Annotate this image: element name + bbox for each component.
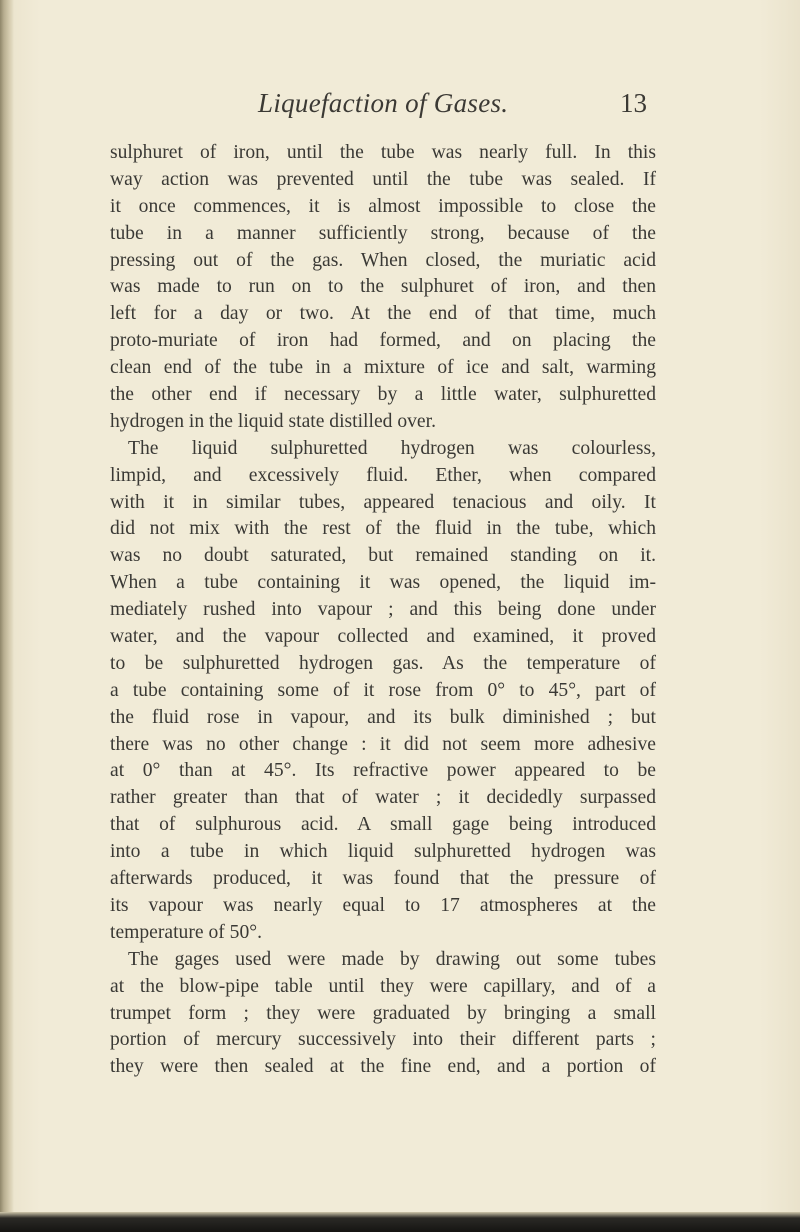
- text-line: its vapour was nearly equal to 17 atmospheres at the: [110, 894, 656, 916]
- paragraph-start-line: The liquid sulphuretted hydrogen was colourless,: [128, 437, 656, 459]
- text-line: hydrogen in the liquid state distilled over.: [110, 410, 436, 432]
- text-line: portion of mercury successively into their different parts ;: [110, 1029, 656, 1051]
- text-line: was no doubt saturated, but remained standing on it.: [110, 545, 656, 567]
- text-line: trumpet form ; they were graduated by bringing a small: [110, 1002, 656, 1024]
- text-line: there was no other change : it did not seem more adhesive: [110, 733, 656, 755]
- text-line: mediately rushed into vapour ; and this being done under: [110, 599, 656, 621]
- text-line: was made to run on to the sulphuret of iron, and then: [110, 276, 656, 298]
- text-line: tube in a manner sufficiently strong, because of the: [110, 222, 656, 244]
- text-line: did not mix with the rest of the fluid in the tube, which: [110, 518, 656, 540]
- text-line: with it in similar tubes, appeared tenacious and oily. It: [110, 491, 656, 513]
- text-line: pressing out of the gas. When closed, the muriatic acid: [110, 249, 656, 271]
- text-line: water, and the vapour collected and examined, it proved: [110, 626, 656, 648]
- text-line: a tube containing some of it rose from 0° to 45°, part of: [110, 679, 656, 701]
- page-binding-edge: [0, 0, 14, 1232]
- text-line: they were then sealed at the fine end, and a portion of: [110, 1056, 656, 1078]
- running-title: Liquefaction of Gases.: [258, 88, 509, 118]
- text-line: the fluid rose in vapour, and its bulk diminished ; but: [110, 706, 656, 728]
- page-bottom-edge: [0, 1212, 800, 1232]
- text-line: rather greater than that of water ; it decidedly surpassed: [110, 787, 656, 809]
- text-line: that of sulphurous acid. A small gage being introduced: [110, 814, 656, 836]
- text-line: left for a day or two. At the end of that time, much: [110, 303, 656, 325]
- page-number: 13: [620, 88, 647, 118]
- text-line: it once commences, it is almost impossible to close the: [110, 195, 656, 217]
- text-line: afterwards produced, it was found that the pressure of: [110, 868, 656, 890]
- text-line: into a tube in which liquid sulphuretted hydrogen was: [110, 841, 656, 863]
- text-line: at the blow-pipe table until they were capillary, and of a: [110, 975, 656, 997]
- text-line: clean end of the tube in a mixture of ice and salt, warming: [110, 357, 656, 379]
- text-line: When a tube containing it was opened, the liquid im-: [110, 572, 656, 594]
- running-head: [0, 88, 800, 122]
- body-text: [110, 140, 656, 1081]
- text-line: temperature of 50°.: [110, 921, 263, 943]
- text-line: the other end if necessary by a little water, sulphuretted: [110, 384, 656, 406]
- text-line: sulphuret of iron, until the tube was nearly full. In this: [110, 142, 656, 163]
- text-line: to be sulphuretted hydrogen gas. As the temperature of: [110, 652, 656, 674]
- text-line: at 0° than at 45°. Its refractive power appeared to be: [110, 760, 656, 782]
- paragraph-start-line: The gages used were made by drawing out some tubes: [128, 948, 656, 970]
- text-line: limpid, and excessively fluid. Ether, when compared: [110, 464, 656, 486]
- text-line: way action was prevented until the tube was sealed. If: [110, 168, 656, 190]
- text-line: proto-muriate of iron had formed, and on placing the: [110, 330, 656, 352]
